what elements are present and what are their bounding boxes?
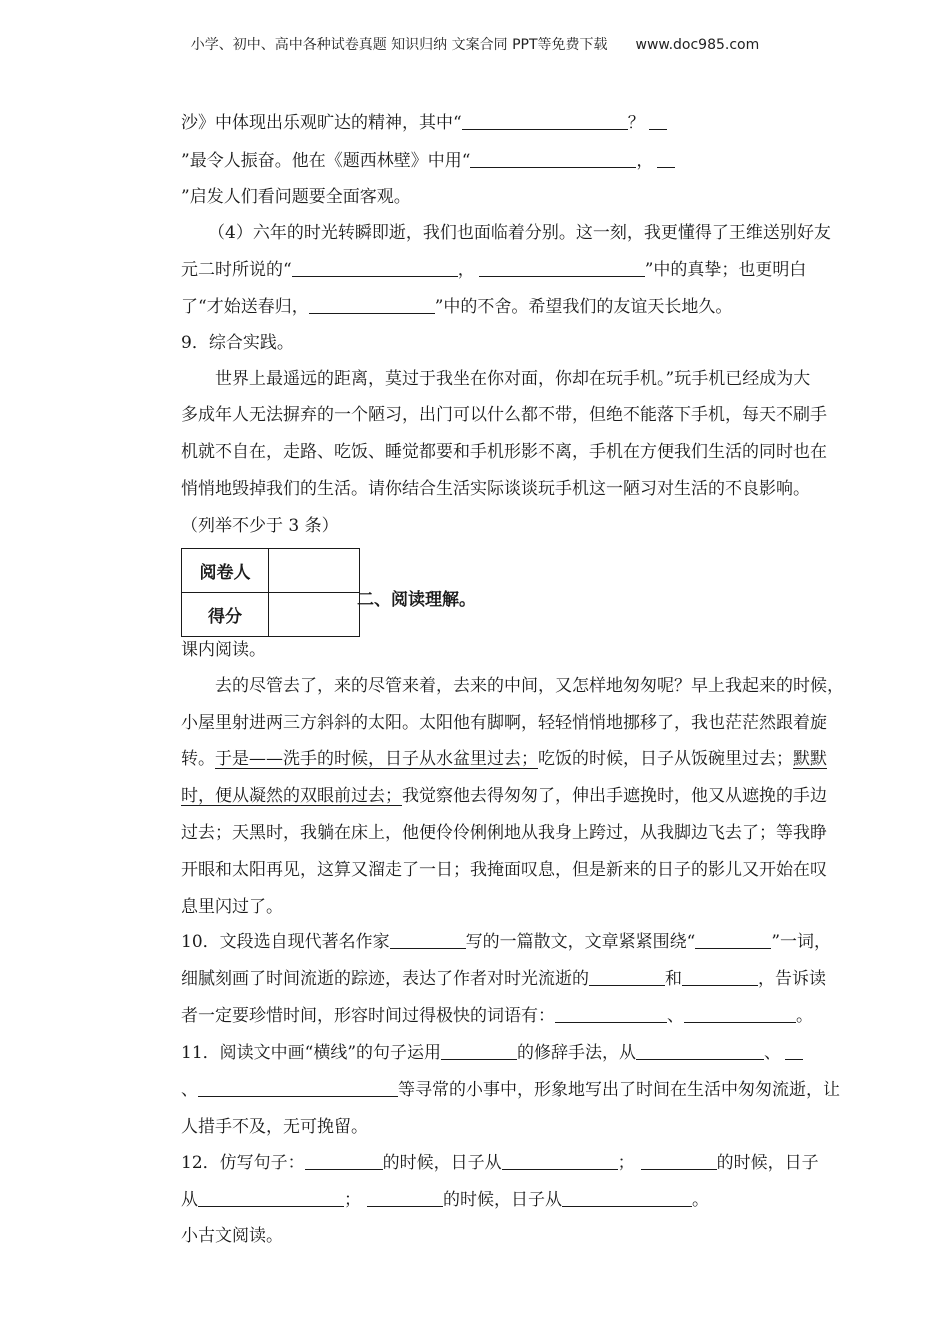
answer-blank[interactable] <box>441 1043 517 1060</box>
q9-paragraph-line: 世界上最遥远的距离，莫过于我坐在你对面，你却在玩手机。”玩手机已经成为大 <box>215 369 811 389</box>
passage-line: 转。于是——洗手的时候，日子从水盆里过去；吃饭的时候，日子从饭碗里过去；默默 <box>181 749 827 769</box>
q10-line-1: 10．文段选自现代著名作家 写的一篇散文，文章紧紧围绕“ ”一词， <box>181 932 832 952</box>
passage-line: 小屋里射进两三方斜斜的太阳。太阳他有脚啊，轻轻悄悄地挪移了，我也茫茫然跟着旋 <box>181 713 827 733</box>
answer-blank[interactable] <box>555 1006 667 1023</box>
q8-line-1: 沙》中体现出乐观旷达的精神，其中“ ？ <box>181 112 667 134</box>
answer-blank[interactable] <box>462 113 628 130</box>
answer-blank[interactable] <box>470 151 636 168</box>
score-cell[interactable] <box>269 593 360 637</box>
answer-blank[interactable] <box>641 1153 717 1170</box>
q8-line-3: ”启发人们看问题要全面客观。 <box>181 187 411 207</box>
answer-blank[interactable] <box>684 1006 796 1023</box>
answer-blank[interactable] <box>657 151 675 168</box>
reviewer-cell[interactable] <box>269 549 360 593</box>
passage-line: 去的尽管去了，来的尽管来着，去来的中间，又怎样地匆匆呢？早上我起来的时候， <box>215 676 844 696</box>
q9-paragraph-line: 多成年人无法摒弃的一个陋习，出门可以什么都不带，但绝不能落下手机，每天不刷手 <box>181 405 827 425</box>
q9-title: 9．综合实践。 <box>181 333 294 353</box>
q9-paragraph-line: 机就不自在，走路、吃饭、睡觉都要和手机形影不离，手机在方便我们生活的同时也在 <box>181 442 827 462</box>
q11-line-3: 人措手不及，无可挽留。 <box>181 1117 368 1137</box>
answer-blank[interactable] <box>785 1043 803 1060</box>
answer-blank[interactable] <box>695 932 771 949</box>
q8-part4-line-2: 元二时所说的“ ， ”中的真挚；也更明白 <box>181 260 807 280</box>
section-title: 二、阅读理解。 <box>357 590 476 610</box>
answer-blank[interactable] <box>390 932 466 949</box>
reviewer-label: 阅卷人 <box>182 549 269 593</box>
answer-blank[interactable] <box>305 1153 383 1170</box>
score-label: 得分 <box>182 593 269 637</box>
passage-intro: 课内阅读。 <box>181 640 266 660</box>
answer-blank[interactable] <box>502 1153 618 1170</box>
passage-line: 过去；天黑时，我躺在床上，他便伶伶俐俐地从我身上跨过，从我脚边飞去了；等我睁 <box>181 823 827 843</box>
passage-line: 时，便从凝然的双眼前过去；我觉察他去得匆匆了，伸出手遮挽时，他又从遮挽的手边 <box>181 786 827 806</box>
q12-line-2: 从 ； 的时候，日子从 。 <box>181 1190 709 1210</box>
underlined-sentence: 默默 <box>793 749 827 769</box>
answer-blank[interactable] <box>198 1190 344 1207</box>
next-section-title: 小古文阅读。 <box>181 1226 283 1246</box>
answer-blank[interactable] <box>479 260 645 277</box>
passage-line: 开眼和太阳再见，这算又溜走了一日；我掩面叹息，但是新来的日子的影儿又开始在叹 <box>181 860 827 880</box>
q8-part4-line-1: （4）六年的时光转瞬即逝，我们也面临着分别。这一刻，我更懂得了王维送别好友 <box>208 223 831 243</box>
page-header <box>0 34 950 54</box>
q12-line-1: 12．仿写句子： 的时候，日子从 ； 的时候，日子 <box>181 1153 819 1173</box>
q10-line-2: 细腻刻画了时间流逝的踪迹，表达了作者对时光流逝的 和 ，告诉读 <box>181 969 826 989</box>
score-table <box>181 548 360 637</box>
q11-line-2: 、 等寻常的小事中，形象地写出了时间在生活中匆匆流逝，让 <box>181 1080 840 1100</box>
underlined-sentence: 于是——洗手的时候，日子从水盆里过去； <box>215 749 538 769</box>
underlined-sentence: 时，便从凝然的双眼前过去； <box>181 786 402 806</box>
q8-line-2: ”最令人振奋。他在《题西林壁》中用“ ， <box>181 150 675 172</box>
answer-blank[interactable] <box>649 113 667 130</box>
q9-paragraph-line: 悄悄地毁掉我们的生活。请你结合生活实际谈谈玩手机这一陋习对生活的不良影响。 <box>181 479 810 499</box>
answer-blank[interactable] <box>589 969 665 986</box>
answer-blank[interactable] <box>292 260 458 277</box>
answer-blank[interactable] <box>562 1190 692 1207</box>
answer-blank[interactable] <box>198 1080 398 1097</box>
header-text: 小学、初中、高中各种试卷真题 知识归纳 文案合同 PPT等免费下载 <box>190 37 608 53</box>
q9-note: （列举不少于 3 条） <box>181 516 339 536</box>
q8-part4-line-3: 了“才始送春归， ”中的不舍。希望我们的友谊天长地久。 <box>181 297 733 317</box>
q11-line-1: 11．阅读文中画“横线”的句子运用 的修辞手法，从 、 <box>181 1042 803 1064</box>
header-site-link[interactable]: www.doc985.com <box>635 37 760 53</box>
passage-line: 息里闪过了。 <box>181 897 283 917</box>
answer-blank[interactable] <box>367 1190 443 1207</box>
answer-blank[interactable] <box>636 1043 764 1060</box>
q10-line-3: 者一定要珍惜时间，形容时间过得极快的词语有： 、 。 <box>181 1006 813 1026</box>
answer-blank[interactable] <box>309 297 435 314</box>
answer-blank[interactable] <box>682 969 758 986</box>
